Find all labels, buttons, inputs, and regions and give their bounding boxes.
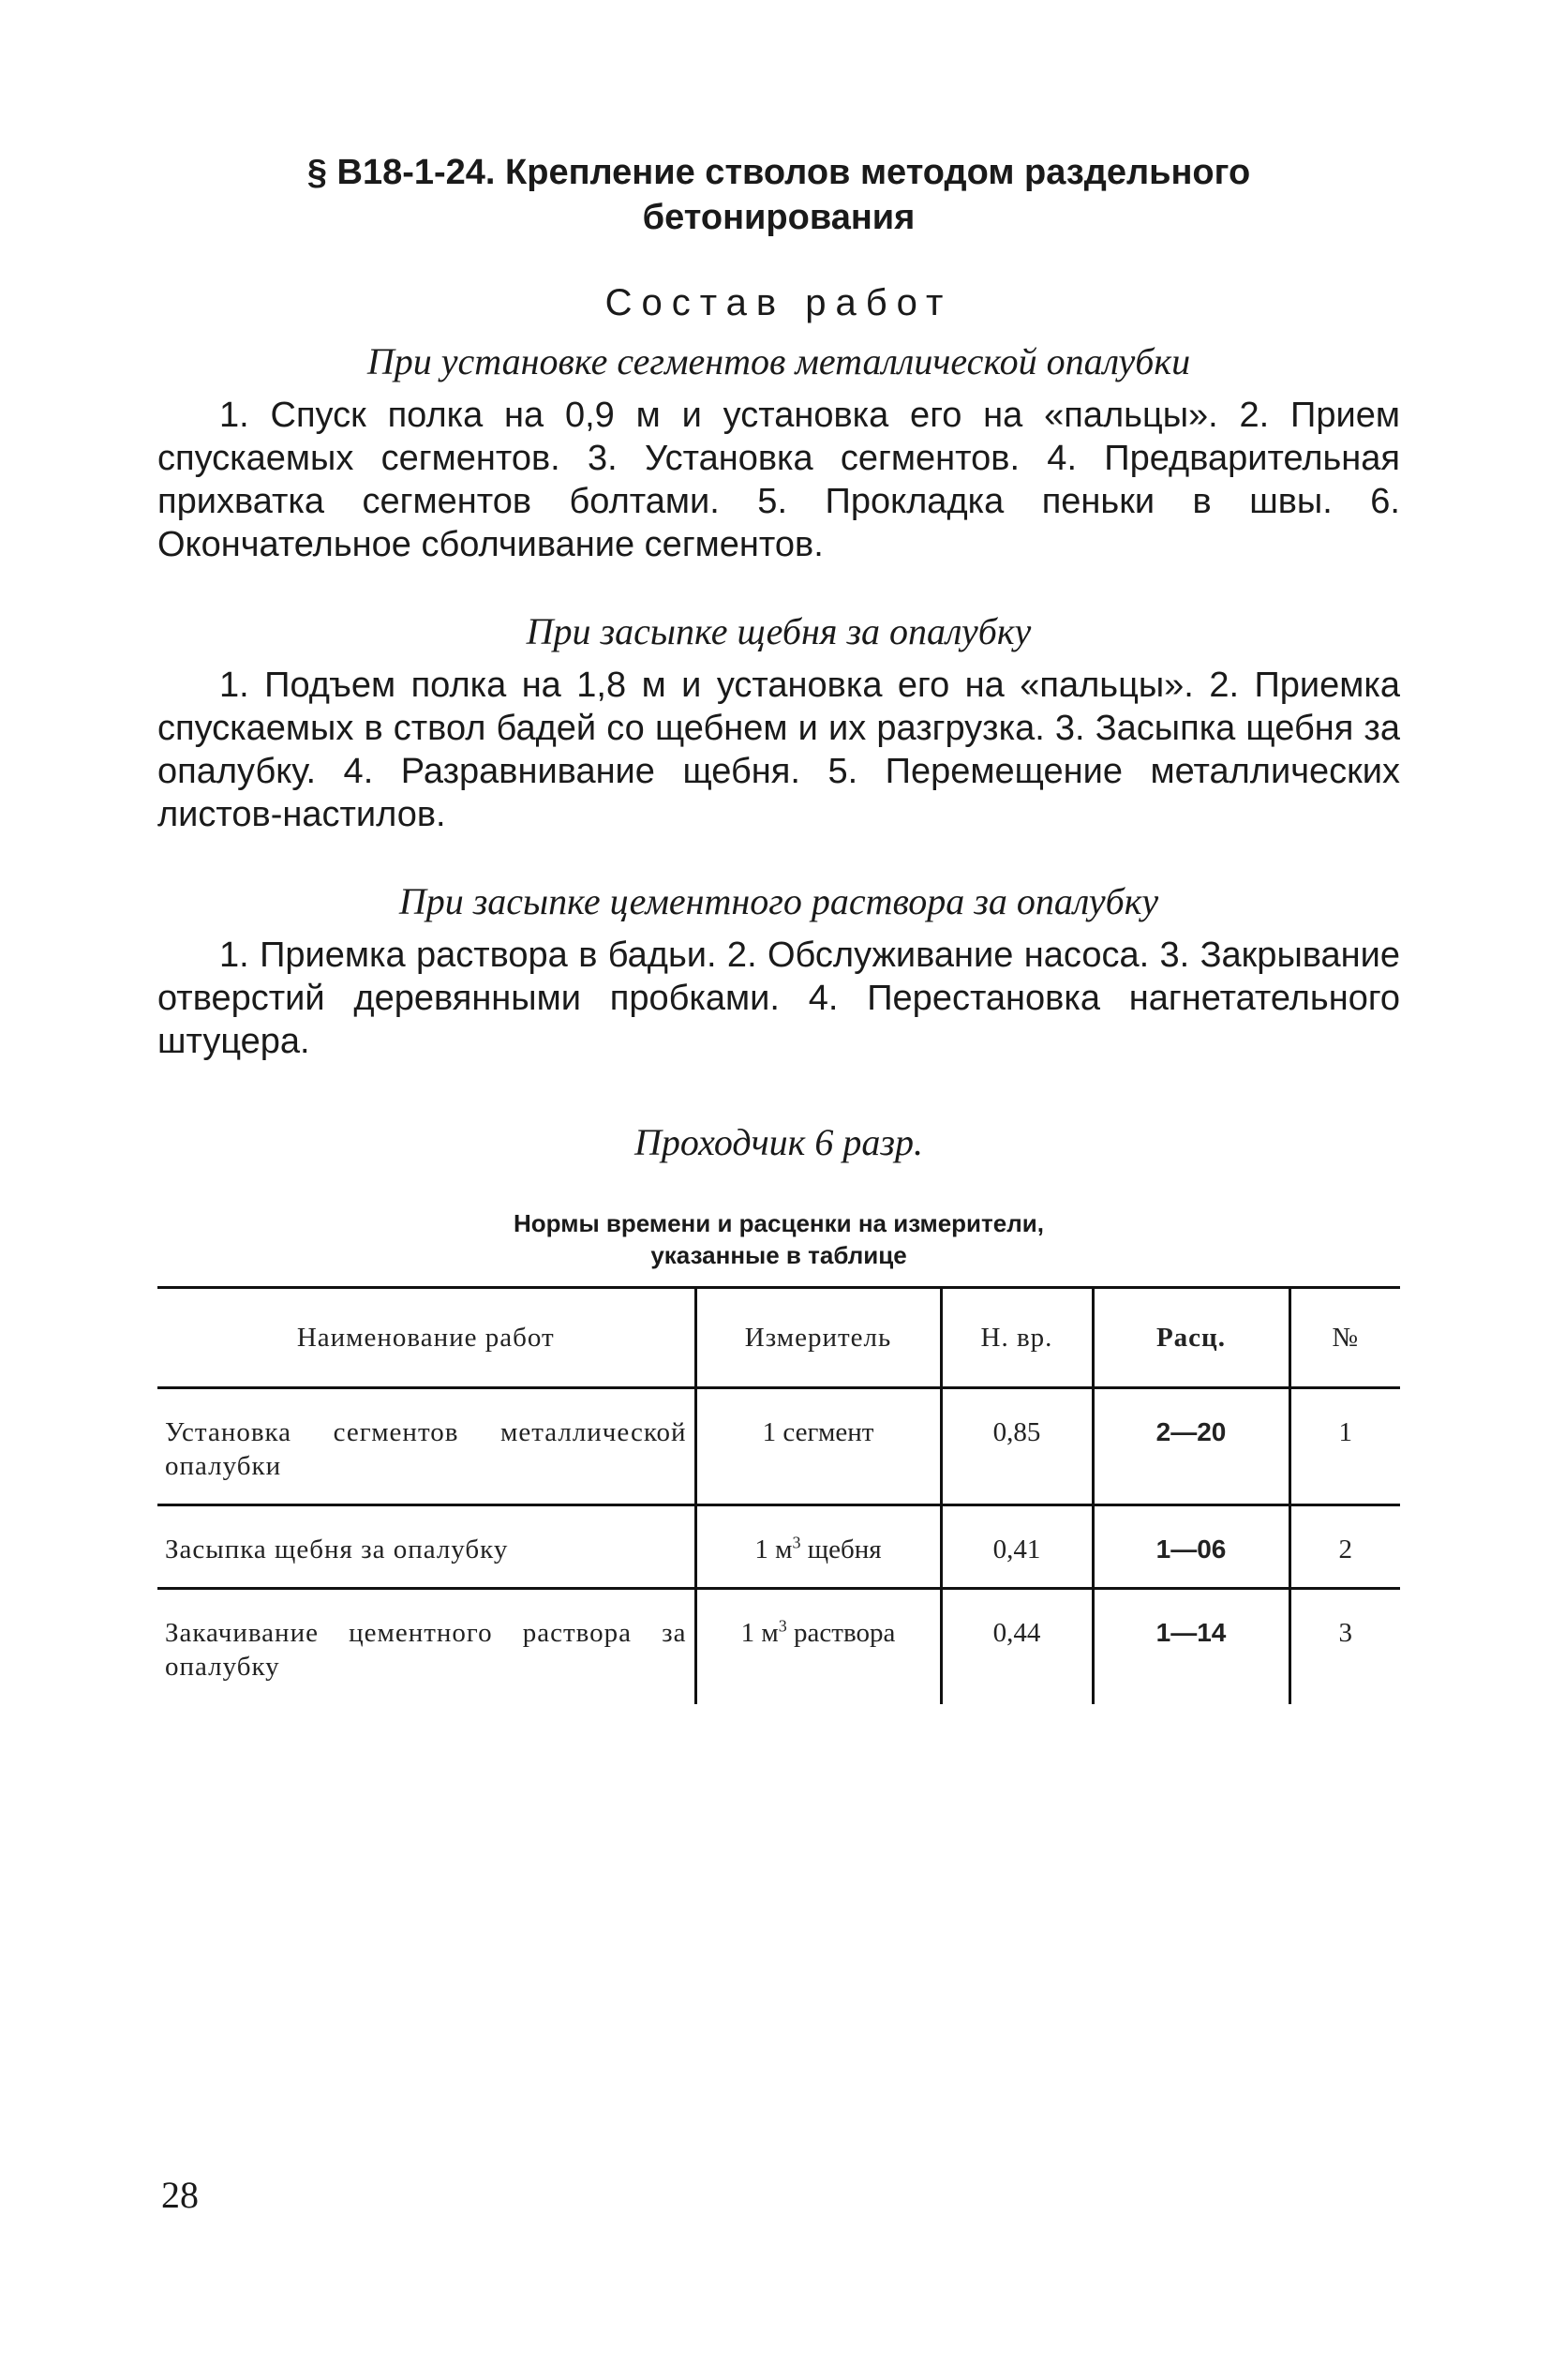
table-caption-line-1: Нормы времени и расценки на измерители, xyxy=(514,1209,1044,1237)
header-number: № xyxy=(1289,1288,1400,1388)
header-price: Расц. xyxy=(1093,1288,1289,1388)
cell-time-norm: 0,41 xyxy=(941,1505,1093,1589)
table-row xyxy=(157,1505,1400,1589)
table-row xyxy=(157,1589,1400,1705)
block-heading-formwork: При установке сегментов металлической опалубки xyxy=(366,340,1191,382)
cell-number: 2 xyxy=(1289,1505,1400,1589)
cell-number: 3 xyxy=(1289,1589,1400,1705)
cell-work-name: Установка сегментов металлической опалубки xyxy=(157,1388,695,1505)
document-page xyxy=(157,150,1400,1704)
section-title xyxy=(157,150,1400,240)
table-header-row xyxy=(157,1288,1400,1388)
block-heading-gravel: При засыпке щебня за опалубку xyxy=(526,610,1032,652)
table-row xyxy=(157,1388,1400,1505)
unit-label: сегмент xyxy=(782,1417,874,1447)
cell-price: 1—06 xyxy=(1093,1505,1289,1589)
unit-quantity: 1 xyxy=(762,1417,777,1447)
unit-label: щебня xyxy=(807,1534,882,1564)
table-caption-line-2: указанные в таблице xyxy=(650,1241,907,1269)
header-time-norm: Н. вр. xyxy=(941,1288,1093,1388)
unit-quantity: 1 м xyxy=(740,1618,779,1648)
block-text-mortar: 1. Приемка раствора в бадьи. 2. Обслуживание насоса. 3. Закрывание отверстий деревянными пробками. 4. Перестановка нагнетательного штуцера. xyxy=(157,936,1400,1061)
cell-unit xyxy=(695,1505,941,1589)
block-text-gravel: 1. Подъем полка на 1,8 м и установка его на «пальцы». 2. Приемка спускаемых в ствол бадей со щебнем и их разгрузка. 3. Засыпка щебня за опалубку. 4. Разравнивание щебня. 5. Перемещение металлических листов-настилов. xyxy=(157,666,1400,834)
unit-superscript: 3 xyxy=(778,1616,787,1636)
page-number: 28 xyxy=(161,2174,199,2216)
cell-time-norm: 0,85 xyxy=(941,1388,1093,1505)
block-text-formwork: 1. Спуск полка на 0,9 м и установка его на «пальцы». 2. Прием спускаемых сегментов. 3. Установка сегментов. 4. Предварительная прихватка сегментов болтами. 5. Прокладка пеньки в швы. 6. Окончательное сболчивание сегментов. xyxy=(157,396,1400,564)
composition-heading: Состав работ xyxy=(604,282,953,323)
norms-table xyxy=(157,1286,1400,1704)
unit-label: раствора xyxy=(794,1618,896,1648)
cell-price: 1—14 xyxy=(1093,1589,1289,1705)
section-title-line-1: § В18-1-24. Крепление стволов методом раздельного xyxy=(306,153,1251,192)
unit-superscript: 3 xyxy=(792,1533,801,1552)
unit-quantity: 1 м xyxy=(754,1534,793,1564)
cell-time-norm: 0,44 xyxy=(941,1589,1093,1705)
cell-unit xyxy=(695,1388,941,1505)
cell-price: 2—20 xyxy=(1093,1388,1289,1505)
block-heading-mortar: При засыпке цементного раствора за опалубку xyxy=(398,880,1159,922)
header-unit: Измеритель xyxy=(695,1288,941,1388)
cell-work-name: Закачивание цементного раствора за опалубку xyxy=(165,1618,687,1682)
table-caption xyxy=(157,1207,1400,1271)
cell-unit xyxy=(695,1589,941,1705)
section-title-line-2: бетонирования xyxy=(642,198,916,237)
cell-number: 1 xyxy=(1289,1388,1400,1505)
cell-work-name: Засыпка щебня за опалубку xyxy=(157,1505,695,1589)
worker-grade: Проходчик 6 разр. xyxy=(634,1121,923,1163)
header-work-name: Наименование работ xyxy=(157,1288,695,1388)
